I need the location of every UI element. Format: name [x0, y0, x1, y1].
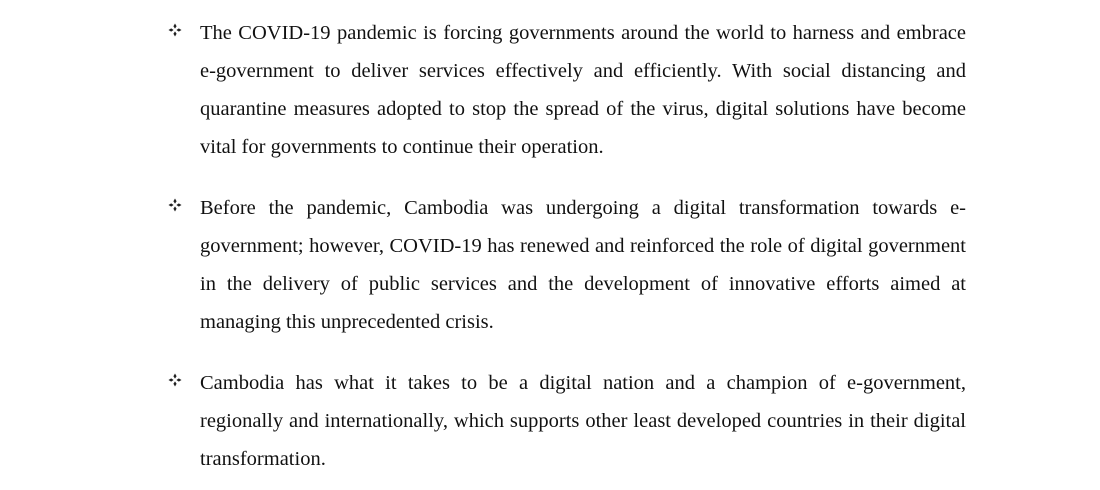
- bullet-text: The COVID-19 pandemic is forcing governments around the world to harness and embrace e-government to deliver services effectively and efficiently. With social distancing and quarantine measures adopted to stop the spread of the virus, digital solutions have become vital for governments to continue their operation.: [200, 22, 966, 158]
- diamond-star-bullet-icon: [168, 23, 182, 37]
- diamond-star-bullet-icon: [168, 373, 182, 387]
- bullet-text: Cambodia has what it takes to be a digital nation and a champion of e-government, regionally and internationally, which supports other least developed countries in their digital transformation.: [200, 372, 966, 470]
- bullet-text: Before the pandemic, Cambodia was undergoing a digital transformation towards e-government; however, COVID-19 has renewed and reinforced the role of digital government in the delivery of public services and the development of innovative efforts aimed at managing this unprecedented crisis.: [200, 197, 966, 333]
- diamond-star-bullet-icon: [168, 198, 182, 212]
